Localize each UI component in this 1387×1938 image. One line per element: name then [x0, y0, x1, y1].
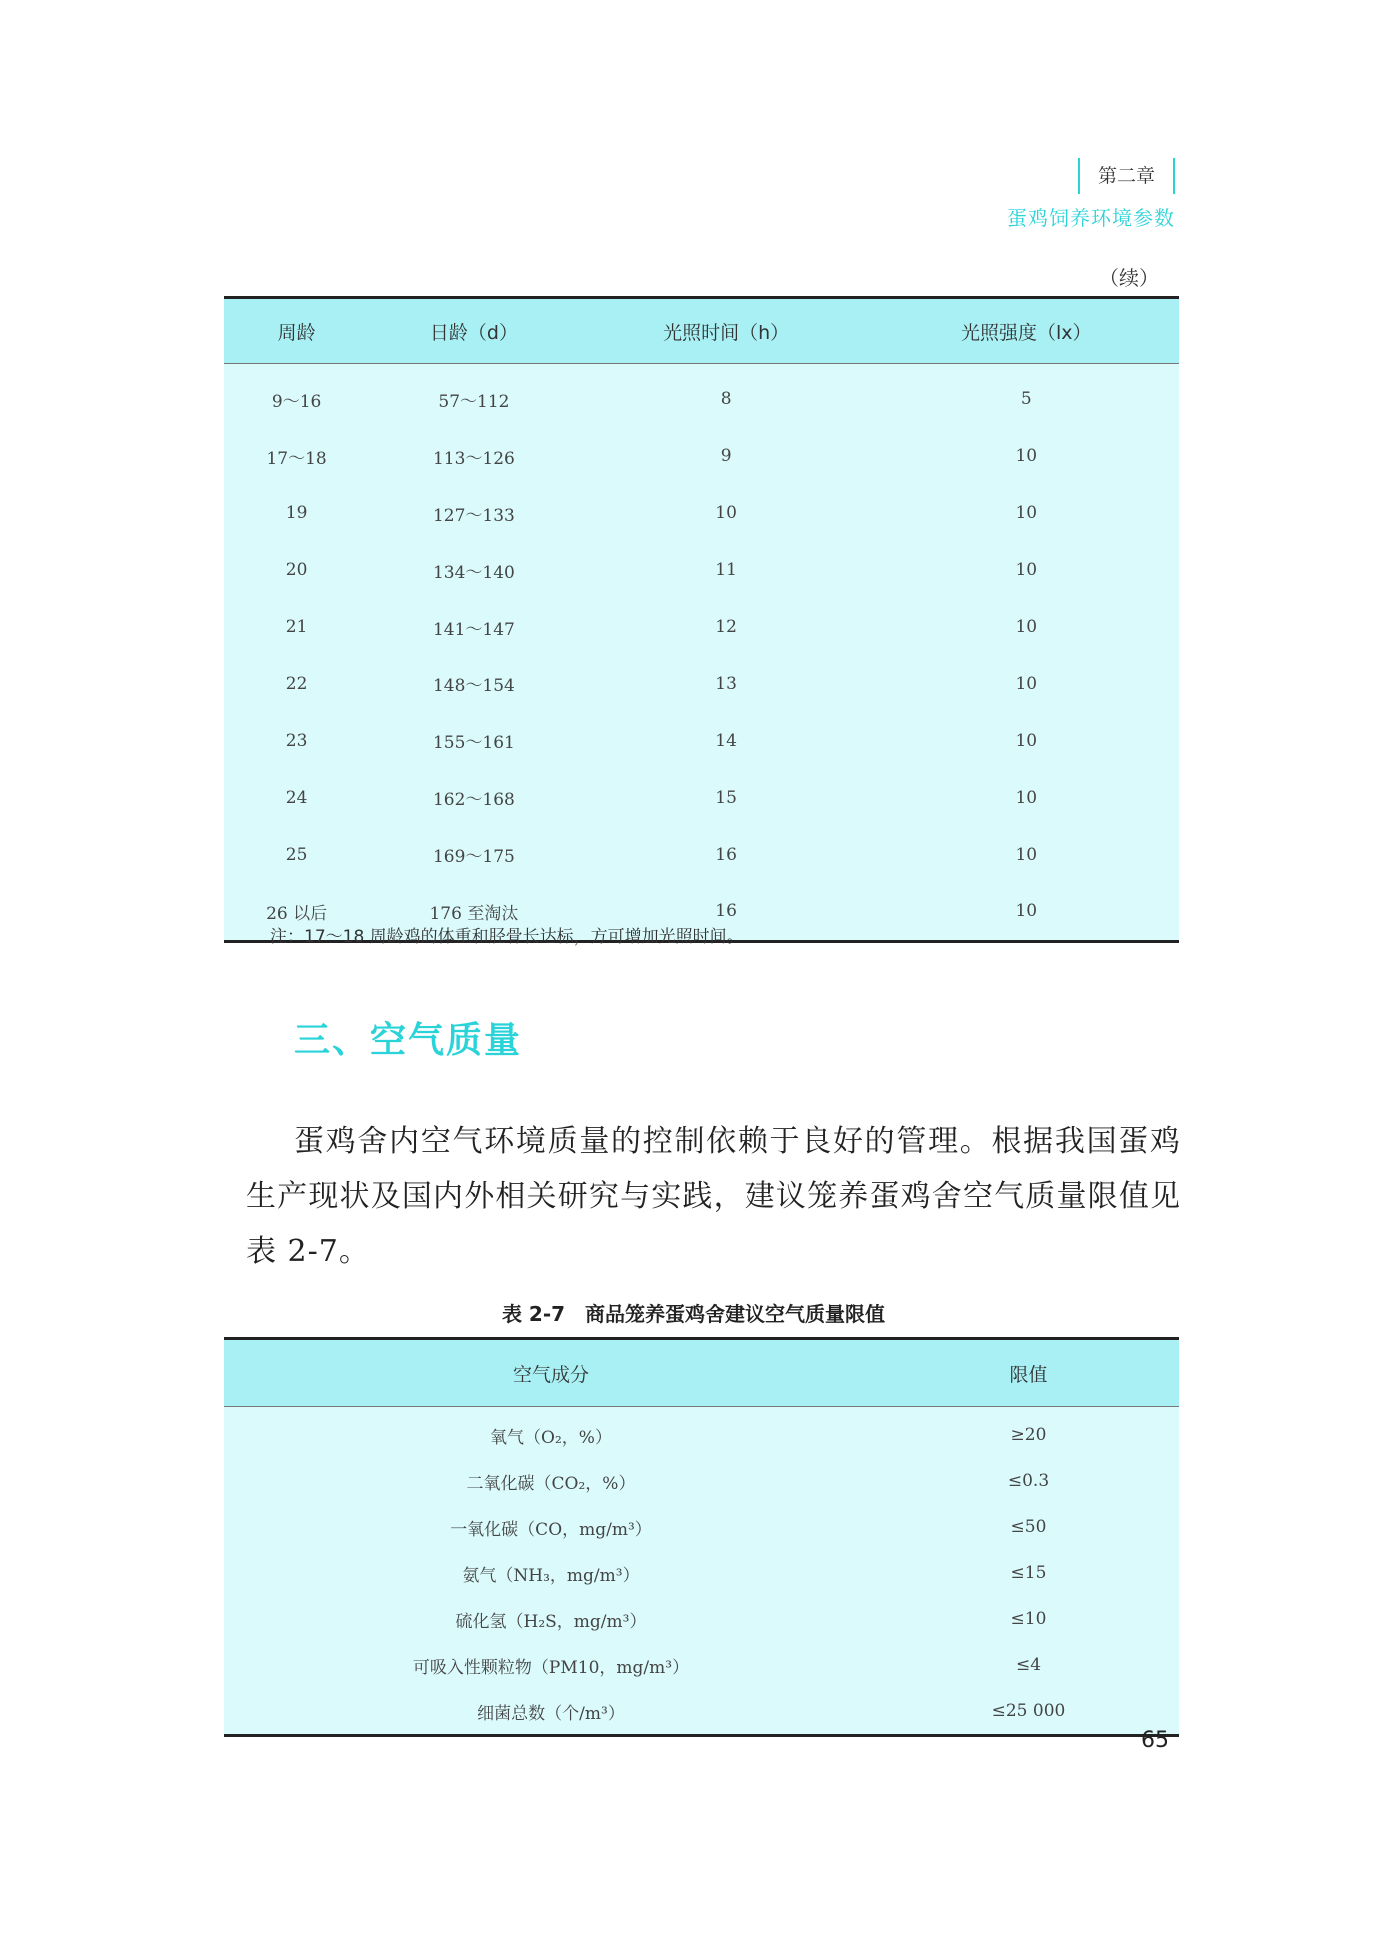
- cell: 148～154: [369, 655, 578, 712]
- cell: 12: [579, 599, 874, 656]
- cell: 20: [224, 542, 369, 599]
- table-row: [224, 364, 1179, 428]
- table-row: [224, 1504, 1179, 1550]
- continued-label: （续）: [1099, 266, 1159, 290]
- cell: 10: [874, 542, 1179, 599]
- body-paragraph: 蛋鸡舍内空气环境质量的控制依赖于良好的管理。根据我国蛋鸡生产现状及国内外相关研究与实践，建议笼养蛋鸡舍空气质量限值见表 2-7。: [246, 1124, 1181, 1269]
- cell: 硫化氢（H₂S，mg/m³）: [224, 1596, 878, 1642]
- cell: ≤15: [878, 1550, 1179, 1596]
- col-header-day-age: 日龄（d）: [369, 298, 578, 364]
- cell: 10: [874, 599, 1179, 656]
- cell: 24: [224, 769, 369, 826]
- cell: 176 至淘汰: [369, 883, 578, 941]
- cell: 9～16: [224, 364, 369, 428]
- cell: 16: [579, 883, 874, 941]
- col-header-light-hours: 光照时间（h）: [579, 298, 874, 364]
- cell: 26 以后: [224, 883, 369, 941]
- cell: 113～126: [369, 428, 578, 485]
- cell: 17～18: [224, 428, 369, 485]
- cell: ≤0.3: [878, 1458, 1179, 1504]
- cell: 141～147: [369, 599, 578, 656]
- cell: 氨气（NH₃，mg/m³）: [224, 1550, 878, 1596]
- table-note: 注：17～18 周龄鸡的体重和胫骨长达标，方可增加光照时间。: [270, 927, 744, 947]
- section-heading: 三、空气质量: [294, 1020, 523, 1061]
- table-row: [224, 1458, 1179, 1504]
- cell: 25: [224, 826, 369, 883]
- cell: 162～168: [369, 769, 578, 826]
- table-row: [224, 1407, 1179, 1459]
- table-row: [224, 542, 1179, 599]
- cell: 14: [579, 712, 874, 769]
- table-row: [224, 826, 1179, 883]
- cell: 10: [874, 883, 1179, 941]
- cell: 9: [579, 428, 874, 485]
- cell: 10: [874, 826, 1179, 883]
- table-row: [224, 712, 1179, 769]
- cell: ≤4: [878, 1642, 1179, 1688]
- cell: 10: [874, 485, 1179, 542]
- table-row: [224, 1596, 1179, 1642]
- cell: 细菌总数（个/m³）: [224, 1688, 878, 1736]
- cell: 10: [874, 769, 1179, 826]
- table-row: [224, 1688, 1179, 1736]
- cell: 155～161: [369, 712, 578, 769]
- cell: 15: [579, 769, 874, 826]
- chapter-title: 蛋鸡饲养环境参数: [1007, 206, 1175, 230]
- col-header-light-intensity: 光照强度（lx）: [874, 298, 1179, 364]
- cell: 16: [579, 826, 874, 883]
- cell: 57～112: [369, 364, 578, 428]
- col-header-limit: 限值: [878, 1339, 1179, 1407]
- cell: 13: [579, 655, 874, 712]
- table-caption: 表 2-7 商品笼养蛋鸡舍建议空气质量限值: [501, 1302, 886, 1326]
- table-row: [224, 655, 1179, 712]
- cell: 23: [224, 712, 369, 769]
- table-row: [224, 769, 1179, 826]
- cell: 19: [224, 485, 369, 542]
- cell: 可吸入性颗粒物（PM10，mg/m³）: [224, 1642, 878, 1688]
- cell: 10: [874, 712, 1179, 769]
- table-row: [224, 1550, 1179, 1596]
- cell: ≤25 000: [878, 1688, 1179, 1736]
- cell: 一氧化碳（CO，mg/m³）: [224, 1504, 878, 1550]
- table-header-row: [224, 1339, 1179, 1407]
- cell: 22: [224, 655, 369, 712]
- col-header-component: 空气成分: [224, 1339, 878, 1407]
- cell: 8: [579, 364, 874, 428]
- cell: 10: [579, 485, 874, 542]
- cell: 11: [579, 542, 874, 599]
- cell: 127～133: [369, 485, 578, 542]
- cell: 10: [874, 428, 1179, 485]
- cell: 169～175: [369, 826, 578, 883]
- table-row: [224, 428, 1179, 485]
- table-row: [224, 599, 1179, 656]
- cell: ≤50: [878, 1504, 1179, 1550]
- cell: 5: [874, 364, 1179, 428]
- cell: 10: [874, 655, 1179, 712]
- cell: 氧气（O₂，%）: [224, 1407, 878, 1459]
- page-number: 65: [1141, 1728, 1169, 1753]
- cell: 21: [224, 599, 369, 656]
- cell: ≥20: [878, 1407, 1179, 1459]
- table-header-row: [224, 298, 1179, 364]
- lighting-table: [224, 296, 1179, 943]
- cell: 二氧化碳（CO₂，%）: [224, 1458, 878, 1504]
- air-quality-table: [224, 1337, 1179, 1737]
- chapter-label: 第二章: [1078, 158, 1175, 194]
- table-row: [224, 485, 1179, 542]
- col-header-week-age: 周龄: [224, 298, 369, 364]
- cell: ≤10: [878, 1596, 1179, 1642]
- cell: 134～140: [369, 542, 578, 599]
- table-row: [224, 1642, 1179, 1688]
